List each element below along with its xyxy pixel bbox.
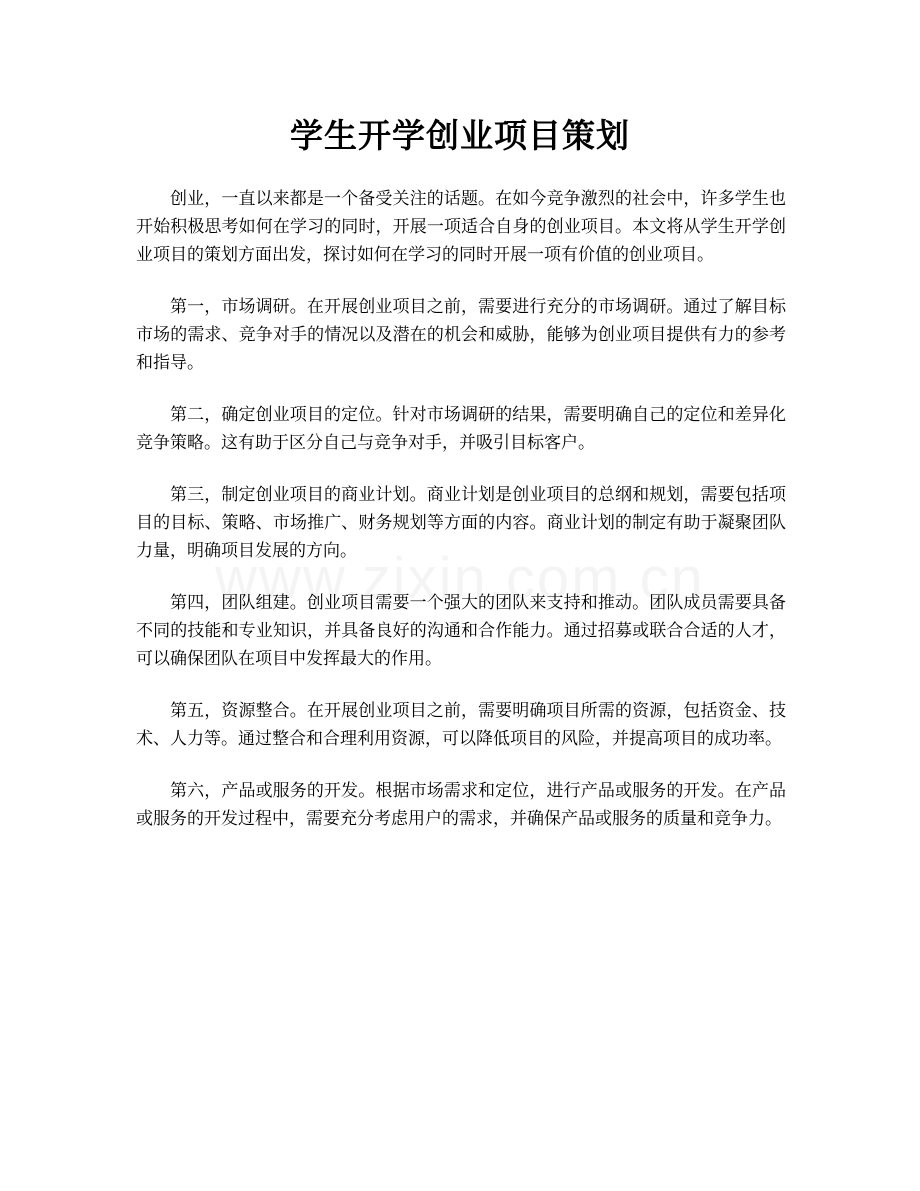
paragraph-positioning: 第二，确定创业项目的定位。针对市场调研的结果，需要明确自己的定位和差异化竞争策略。这有助于区分自己与竞争对手，并吸引目标客户。 — [136, 405, 786, 453]
document-body — [136, 185, 786, 857]
paragraph-market-research: 第一，市场调研。在开展创业项目之前，需要进行充分的市场调研。通过了解目标市场的需求、竞争对手的情况以及潜在的机会和威胁，能够为创业项目提供有力的参考和指导。 — [136, 297, 786, 373]
paragraph-intro: 创业，一直以来都是一个备受关注的话题。在如今竞争激烈的社会中，许多学生也开始积极思考如何在学习的同时，开展一项适合自身的创业项目。本文将从学生开学创业项目的策划方面出发，探讨如何在学习的同时开展一项有价值的创业项目。 — [136, 189, 786, 265]
paragraph-product-development: 第六，产品或服务的开发。根据市场需求和定位，进行产品或服务的开发。在产品或服务的开发过程中，需要充分考虑用户的需求，并确保产品或服务的质量和竞争力。 — [136, 781, 786, 829]
document-title: 学生开学创业项目策划 — [290, 116, 630, 155]
paragraph-business-plan: 第三，制定创业项目的商业计划。商业计划是创业项目的总纲和规划，需要包括项目的目标、策略、市场推广、财务规划等方面的内容。商业计划的制定有助于凝聚团队力量，明确项目发展的方向。 — [136, 485, 786, 561]
paragraph-resource-integration: 第五，资源整合。在开展创业项目之前，需要明确项目所需的资源，包括资金、技术、人力等。通过整合和合理利用资源，可以降低项目的风险，并提高项目的成功率。 — [136, 701, 786, 749]
paragraph-team-building: 第四，团队组建。创业项目需要一个强大的团队来支持和推动。团队成员需要具备不同的技能和专业知识，并具备良好的沟通和合作能力。通过招募或联合合适的人才，可以确保团队在项目中发挥最大的作用。 — [136, 593, 786, 669]
